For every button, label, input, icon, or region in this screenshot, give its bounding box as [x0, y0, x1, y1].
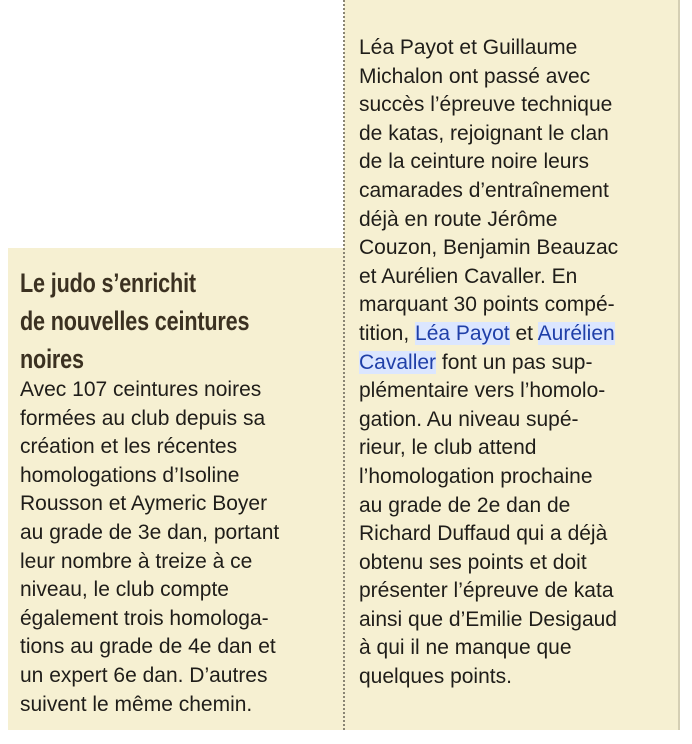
right-column-text — [359, 34, 618, 692]
right-text-part2: font un pas sup- plémentaire vers l’homolo- gation. Au niveau supé- rieur, le club attend l’homologation prochaine au grade de 2e dan de Richard Duffaud qui a déjà obtenu ses points et doit présenter l’épreuve de kata ainsi que d’Emilie Desigaud à qui il ne manque que quelques points. — [359, 350, 617, 689]
left-column-text: Avec 107 ceintures noires formées au club depuis sa création et les récentes homologations d’Isoline Rousson et Aymeric Boyer au grade de 3e dan, portant leur nombre à treize à ce niveau, le club compte également trois homologa- tions au grade de 4e dan et un expert 6e dan. D’autres suivent le même chemin. — [20, 378, 280, 716]
right-text-joiner: et — [509, 321, 538, 345]
highlighted-name-cavaller: Cavaller — [359, 350, 437, 374]
highlighted-name-aurelien: Aurélien — [537, 321, 615, 345]
article-headline: Le judo s’enrichit de nouvelles ceintures noires — [20, 268, 250, 374]
column-divider — [343, 0, 345, 730]
right-text-part1: Léa Payot et Guillaume Michalon ont passé avec succès l’épreuve technique de katas, rejoignant le clan de la ceinture noire leurs camarades d’entraînement déjà en route Jérôme Couzon, Benjamin Beauzac et Aurélien Cavaller. En marquant 30 points compé- tition, — [359, 36, 619, 345]
highlighted-name-lea-payot: Léa Payot — [415, 321, 510, 345]
